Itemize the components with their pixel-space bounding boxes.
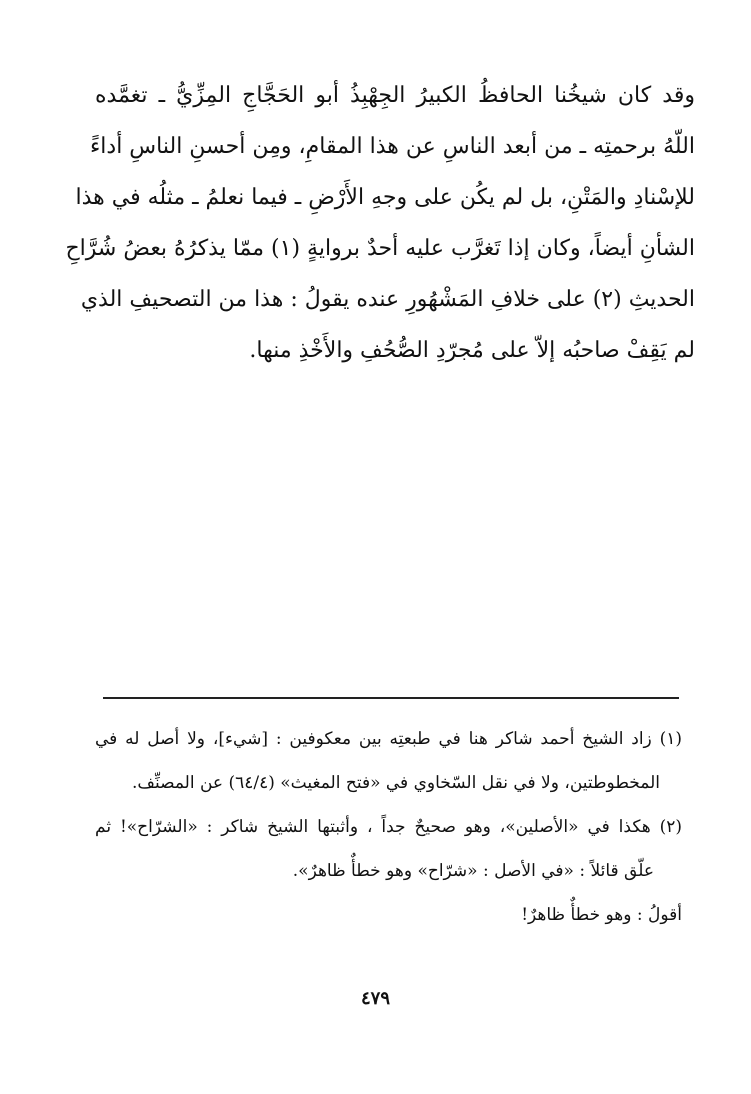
footnote-line: (٢) هكذا في «الأصلين»، وهو صحيحٌ جداً ، وأثبتها الشيخ شاكر : «الشرّاح»! ثم [95, 817, 682, 837]
main-text-line: الحديثِ (٢) على خلافِ المَشْهُورِ عنده يقولُ : هذا من التصحيفِ الذي [80, 287, 695, 312]
footnote-separator [103, 697, 679, 699]
main-text-line: اللّهُ برحمتِه ـ من أبعد الناسِ عن هذا المقامِ، ومِن أحسنِ الناسِ أداءً [89, 134, 695, 159]
footnote-line: علّق قائلاً : «في الأصل : «شرّاح» وهو خطأٌ ظاهرٌ». [292, 861, 654, 881]
footnote-line: أقولُ : وهو خطأٌ ظاهرٌ! [521, 905, 682, 925]
footnote-line: (١) زاد الشيخ أحمد شاكر هنا في طبعتِه بين معكوفين : [شيء]، ولا أصل له في [95, 729, 682, 749]
main-text-block [65, 70, 695, 376]
main-text-line: وقد كان شيخُنا الحافظُ الكبيرُ الجِهْبِذُ أبو الحَجَّاجِ المِزِّيُّ ـ تغمَّده [95, 83, 695, 108]
main-text-line: الشأنِ أيضاً، وكان إذا تَغرَّب عليه أحدٌ بروايةٍ (١) ممّا يذكرُهُ بعضُ شُرَّاحِ [65, 236, 695, 261]
footnotes-block [95, 717, 682, 937]
main-text-line: للإسْنادِ والمَتْنِ، بل لم يكُن على وجهِ الأَرْضِ ـ فيما نعلمُ ـ مثلُه في هذا [75, 185, 695, 210]
page-number: ٤٧٩ [360, 988, 390, 1009]
footnote-line: المخطوطتين، ولا في نقل السّخاوي في «فتح المغيث» (٦٤/٤) عن المصنِّف. [131, 773, 660, 793]
main-text-line: لم يَقِفْ صاحبُه إلاّ على مُجرّدِ الصُّحُفِ والأَخْذِ منها. [249, 338, 695, 363]
